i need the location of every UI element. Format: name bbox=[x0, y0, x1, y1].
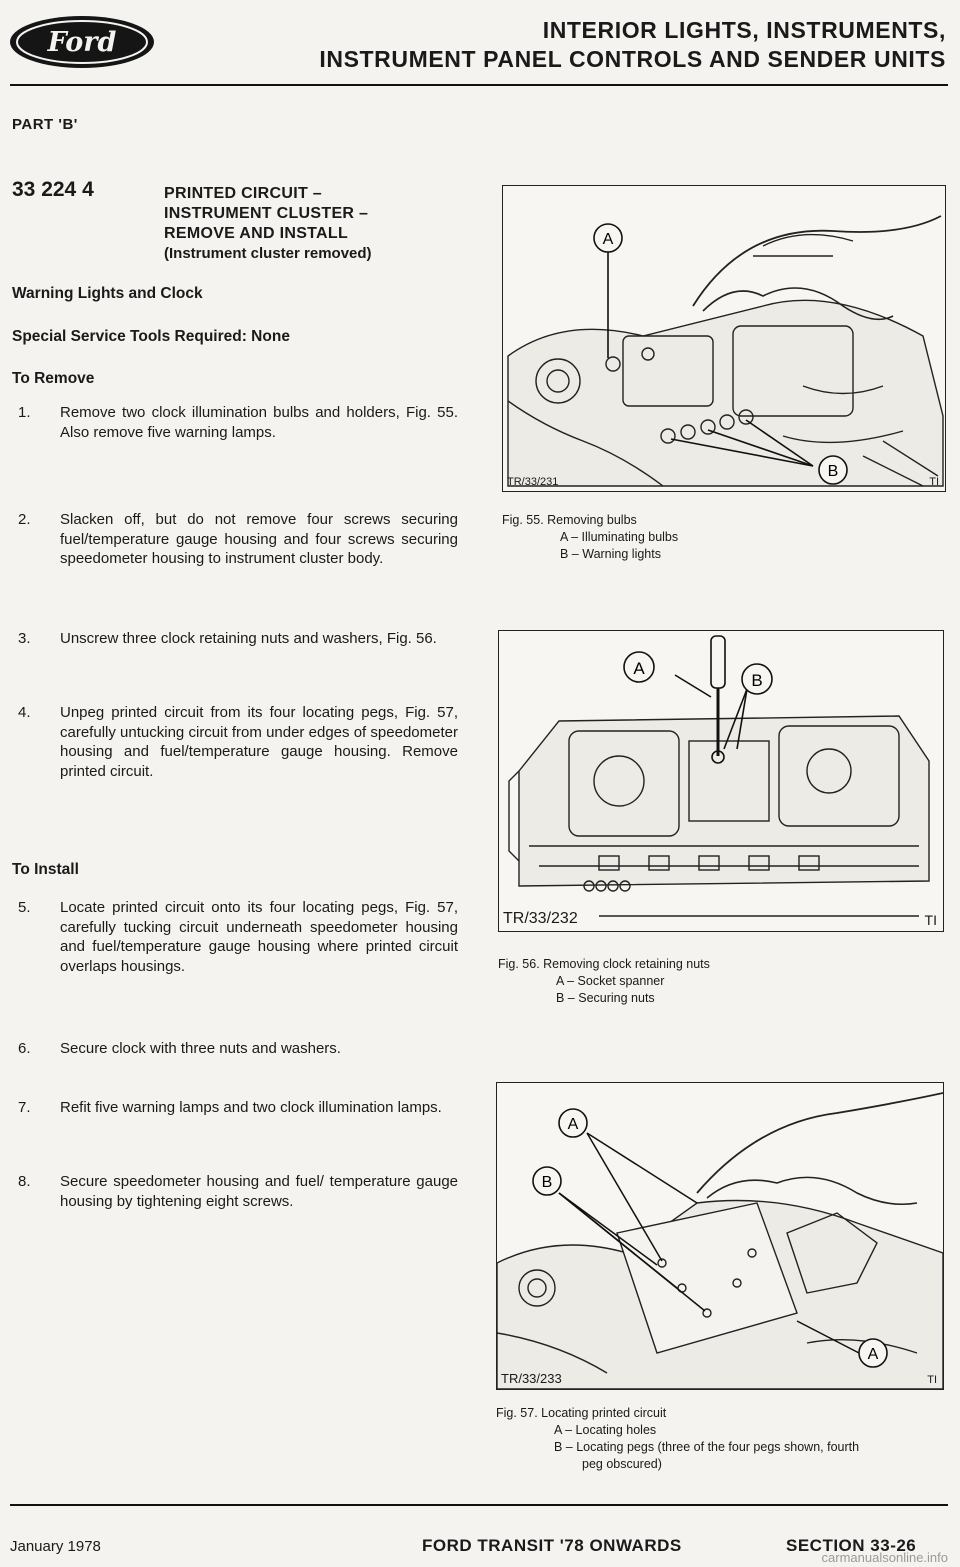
footer-divider bbox=[10, 1504, 948, 1506]
figure-56-caption-title: Fig. 56. Removing clock retaining nuts bbox=[498, 957, 710, 971]
heading-to-remove: To Remove bbox=[12, 370, 95, 387]
part-label: PART 'B' bbox=[12, 116, 78, 133]
header-title-line-1: INTERIOR LIGHTS, INSTRUMENTS, bbox=[542, 17, 946, 43]
step-text: Slacken off, but do not remove four screws securing fuel/temperature gauge housing and four screws securing speedometer housing to instrument cluster body. bbox=[60, 511, 458, 567]
figure-57-caption bbox=[496, 1405, 946, 1473]
step-text: Secure speedometer housing and fuel/ temperature gauge housing by tightening eight screws. bbox=[60, 1173, 458, 1210]
figure-56-callout-b: B bbox=[751, 671, 763, 690]
step-text: Unscrew three clock retaining nuts and washers, Fig. 56. bbox=[60, 630, 437, 647]
heading-to-install: To Install bbox=[12, 861, 79, 878]
figure-57-callout-b: B bbox=[541, 1174, 553, 1191]
section-number: 33 224 4 bbox=[12, 178, 94, 201]
header-divider bbox=[10, 84, 948, 86]
figure-57-callout-a-bottom: A bbox=[867, 1346, 879, 1363]
special-tools-line: Special Service Tools Required: None bbox=[12, 328, 290, 345]
step-number: 1. bbox=[18, 404, 31, 421]
figure-55-ref: TR/33/231 bbox=[507, 476, 559, 488]
watermark: carmanualsonline.info bbox=[821, 1550, 948, 1565]
figure-57-callout-a-top: A bbox=[567, 1116, 579, 1133]
step-text: Secure clock with three nuts and washers. bbox=[60, 1040, 341, 1057]
step-1 bbox=[18, 403, 458, 442]
section-subtitle: (Instrument cluster removed) bbox=[164, 245, 372, 262]
figure-55-callout-b: B bbox=[827, 463, 839, 480]
section-title bbox=[164, 184, 372, 264]
figure-56-mark: TI bbox=[924, 912, 937, 928]
figure-56-legend-b: B – Securing nuts bbox=[556, 991, 655, 1005]
step-number: 2. bbox=[18, 511, 31, 528]
step-number: 8. bbox=[18, 1173, 31, 1190]
figure-55-mark: TI bbox=[929, 476, 939, 488]
step-text: Locate printed circuit onto its four locating pegs, Fig. 57, carefully tucking circuit underneath speedometer housing and fuel/temperature gauge housing where printed circuit overlaps housings. bbox=[60, 899, 458, 975]
step-text: Remove two clock illumination bulbs and holders, Fig. 55. Also remove five warning lamps. bbox=[60, 404, 458, 441]
step-3 bbox=[18, 629, 458, 649]
figure-55-caption-title: Fig. 55. Removing bulbs bbox=[502, 513, 637, 527]
step-number: 6. bbox=[18, 1040, 31, 1057]
step-number: 4. bbox=[18, 704, 31, 721]
figure-57-legend-b-cont: peg obscured) bbox=[582, 1457, 662, 1471]
section-title-line-2: INSTRUMENT CLUSTER – bbox=[164, 205, 369, 222]
step-4 bbox=[18, 703, 458, 781]
step-5 bbox=[18, 898, 458, 976]
section-title-line-3: REMOVE AND INSTALL bbox=[164, 225, 349, 242]
figure-56-callout-a: A bbox=[633, 659, 645, 678]
figure-57-legend-b: B – Locating pegs (three of the four pegs shown, fourth bbox=[554, 1440, 860, 1454]
figure-55-caption bbox=[502, 512, 678, 563]
step-6 bbox=[18, 1039, 458, 1059]
ford-logo bbox=[8, 14, 156, 70]
figure-56-ref: TR/33/232 bbox=[503, 910, 578, 927]
step-number: 3. bbox=[18, 630, 31, 647]
header-title-line-2: INSTRUMENT PANEL CONTROLS AND SENDER UNITS bbox=[319, 46, 946, 72]
subheading-warning-lights: Warning Lights and Clock bbox=[12, 285, 203, 302]
figure-57-caption-title: Fig. 57. Locating printed circuit bbox=[496, 1406, 667, 1420]
step-text: Unpeg printed circuit from its four locating pegs, Fig. 57, carefully untucking circuit from under edges of speedometer housing and fuel/temperature gauge housing. Remove printed circuit. bbox=[60, 704, 458, 780]
figure-55-legend-a: A – Illuminating bulbs bbox=[560, 530, 679, 544]
section-title-line-1: PRINTED CIRCUIT – bbox=[164, 185, 322, 202]
page-header-title bbox=[319, 16, 946, 74]
figure-56-legend-a: A – Socket spanner bbox=[556, 974, 665, 988]
logo-text: Ford bbox=[47, 27, 117, 58]
figure-57-legend-a: A – Locating holes bbox=[554, 1423, 657, 1437]
step-7 bbox=[18, 1098, 458, 1118]
figure-57-illustration bbox=[496, 1082, 944, 1390]
figure-57-ref: TR/33/233 bbox=[501, 1371, 562, 1386]
step-number: 7. bbox=[18, 1099, 31, 1116]
figure-56-caption bbox=[498, 956, 710, 1007]
step-text: Refit five warning lamps and two clock illumination lamps. bbox=[60, 1099, 442, 1116]
step-2 bbox=[18, 510, 458, 569]
footer-model: FORD TRANSIT '78 ONWARDS bbox=[422, 1536, 682, 1555]
figure-57-mark: TI bbox=[927, 1374, 937, 1386]
figure-55-callout-a: A bbox=[602, 231, 614, 248]
figure-56-illustration bbox=[498, 630, 944, 932]
figure-55-legend-b: B – Warning lights bbox=[560, 547, 661, 561]
footer-section: SECTION 33-26 bbox=[786, 1536, 917, 1555]
step-number: 5. bbox=[18, 899, 31, 916]
figure-55-illustration bbox=[502, 185, 946, 492]
footer-date: January 1978 bbox=[10, 1538, 101, 1555]
step-8 bbox=[18, 1172, 458, 1211]
